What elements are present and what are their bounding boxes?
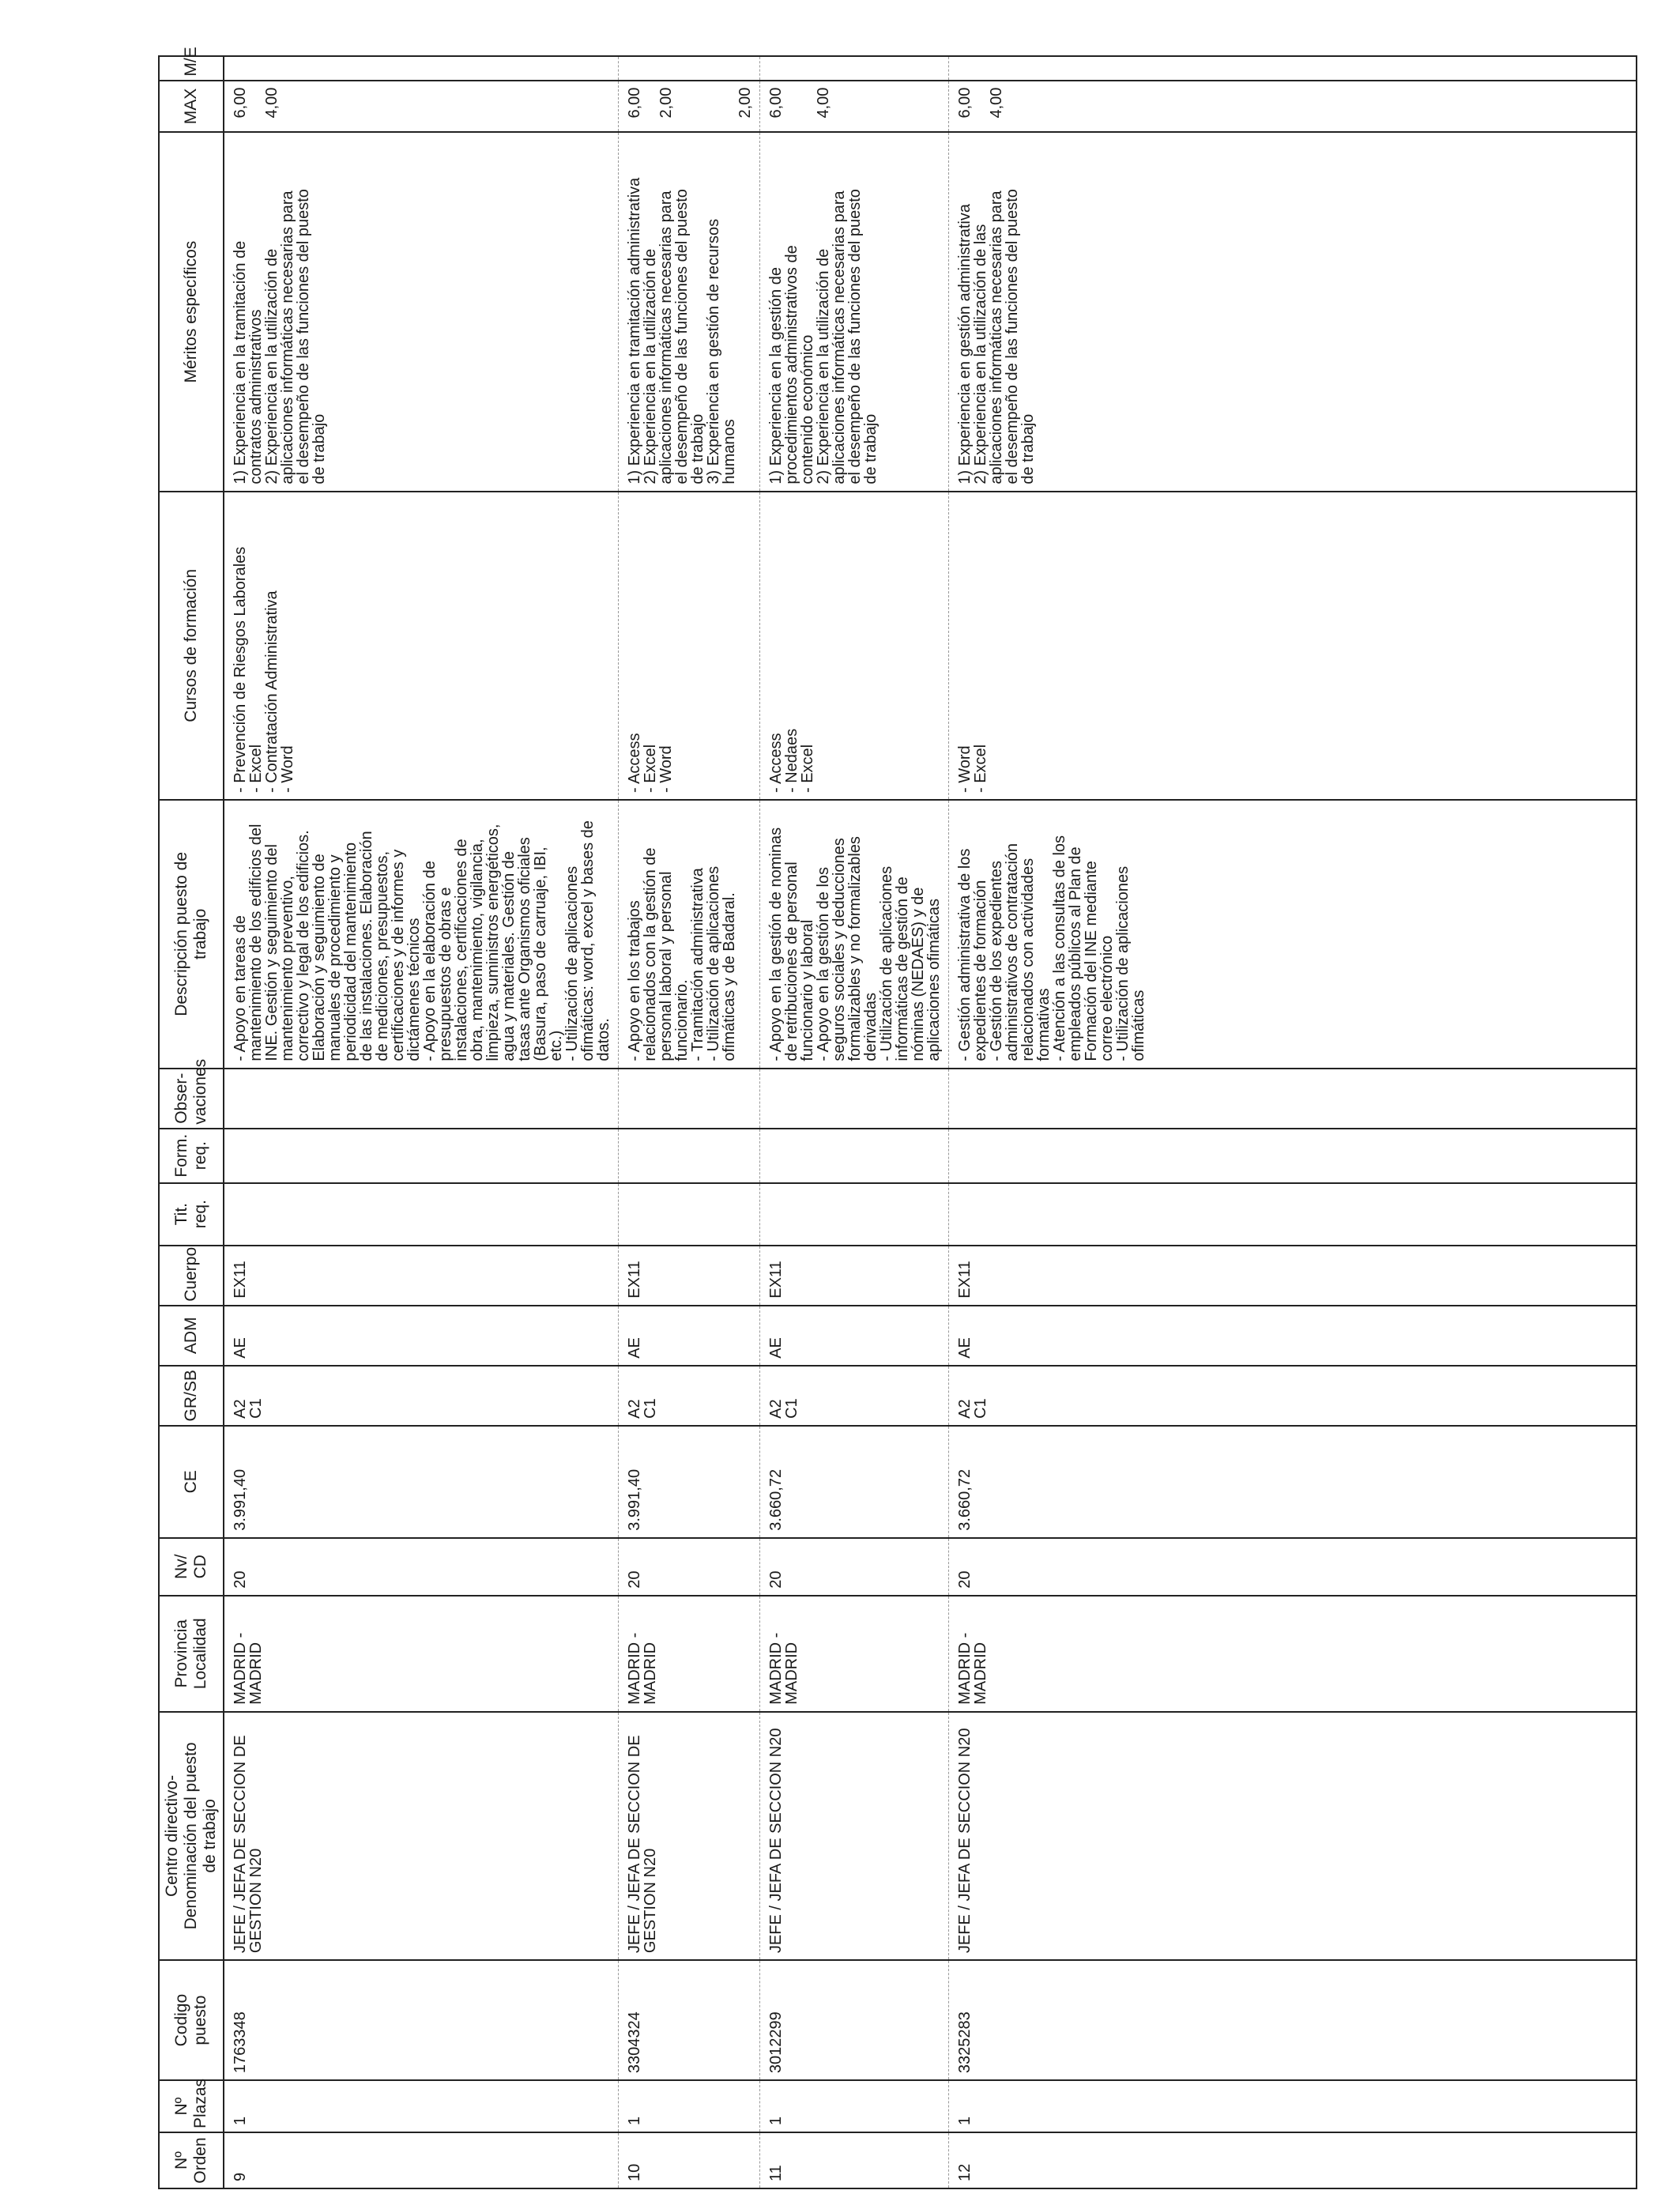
cell-max: 6,00 4,00 bbox=[949, 81, 1637, 133]
table-row bbox=[619, 56, 760, 2188]
cell-adm: AE bbox=[760, 1306, 949, 1366]
cell-cuerpo: EX11 bbox=[224, 1246, 619, 1306]
cell-codigo: 1763348 bbox=[224, 1960, 619, 2080]
cell-grupo: A2 C1 bbox=[760, 1366, 949, 1426]
cell-max: 6,00 2,00 2,00 bbox=[619, 81, 760, 133]
cell-provincia: MADRID - MADRID bbox=[949, 1596, 1637, 1712]
cell-centro: JEFE / JEFA DE SECCION DE GESTION N20 bbox=[619, 1712, 760, 1960]
cell-provincia: MADRID - MADRID bbox=[760, 1596, 949, 1712]
cell-grupo: A2 C1 bbox=[224, 1366, 619, 1426]
header-adm: ADM bbox=[159, 1306, 224, 1366]
header-cuerpo: Cuerpo bbox=[159, 1246, 224, 1306]
cell-max: 6,00 4,00 bbox=[760, 81, 949, 133]
cell-observaciones bbox=[949, 1069, 1637, 1129]
cell-observaciones bbox=[619, 1069, 760, 1129]
cell-codigo: 3325283 bbox=[949, 1960, 1637, 2080]
cell-formacion bbox=[224, 1129, 619, 1183]
header-orden: Nº Orden bbox=[159, 2132, 224, 2188]
header-centro: Centro directivo- Denominación del puesto de trabajo bbox=[159, 1712, 224, 1960]
cell-provincia: MADRID - MADRID bbox=[619, 1596, 760, 1712]
cell-meritos: 1) Experiencia en la gestión de procedimientos administrativos de contenido económico 2) Experiencia en la utilización de aplicaciones informáticas necesarias para el desempeño de las funciones del puesto de trabajo bbox=[760, 132, 949, 491]
cell-plazas: 1 bbox=[949, 2080, 1637, 2132]
cell-orden: 12 bbox=[949, 2132, 1637, 2188]
cell-cuerpo: EX11 bbox=[949, 1246, 1637, 1306]
cell-adm: AE bbox=[224, 1306, 619, 1366]
cell-titulacion bbox=[224, 1183, 619, 1246]
cell-cursos: - Access - Excel - Word bbox=[619, 492, 760, 800]
cell-nivel: 20 bbox=[760, 1538, 949, 1596]
header-ce: CE bbox=[159, 1426, 224, 1538]
cell-cuerpo: EX11 bbox=[760, 1246, 949, 1306]
cell-titulacion bbox=[949, 1183, 1637, 1246]
cell-observaciones bbox=[760, 1069, 949, 1129]
cell-orden: 11 bbox=[760, 2132, 949, 2188]
cell-adm: AE bbox=[619, 1306, 760, 1366]
cell-nivel: 20 bbox=[619, 1538, 760, 1596]
header-me: M/E bbox=[159, 56, 224, 81]
header-provincia: Provincia Localidad bbox=[159, 1596, 224, 1712]
table-row bbox=[224, 56, 619, 2188]
header-max: MAX bbox=[159, 81, 224, 133]
header-plazas: Nº Plazas bbox=[159, 2080, 224, 2132]
header-descripcion: Descripción puesto de trabajo bbox=[159, 800, 224, 1069]
header-nivel: Nv/ CD bbox=[159, 1538, 224, 1596]
cell-formacion bbox=[760, 1129, 949, 1183]
cell-orden: 10 bbox=[619, 2132, 760, 2188]
cell-me bbox=[949, 56, 1637, 81]
cell-me bbox=[224, 56, 619, 81]
cell-ce: 3.660,72 bbox=[760, 1426, 949, 1538]
cell-adm: AE bbox=[949, 1306, 1637, 1366]
cell-ce: 3.991,40 bbox=[224, 1426, 619, 1538]
header-row bbox=[159, 56, 224, 2188]
cell-plazas: 1 bbox=[224, 2080, 619, 2132]
job-positions-table bbox=[158, 47, 1637, 2189]
cell-cursos: - Access - Nedaes - Excel bbox=[760, 492, 949, 800]
cell-cursos: - Prevención de Riesgos Laborales - Excel - Contratación Administrativa - Word bbox=[224, 492, 619, 800]
cell-nivel: 20 bbox=[949, 1538, 1637, 1596]
cell-descripcion: - Gestión administrativa de los expedientes de formación - Gestión de los expedientes administrativos de contratación relacionados con actividades formativas - Atención a las consultas de los empleados públicos al Plan de Formación del INE mediante correo electrónico - Utilización de aplicaciones ofimáticas bbox=[949, 800, 1637, 1069]
cell-descripcion: - Apoyo en tareas de mantenimiento de los edificios del INE. Gestión y seguimiento del mantenimiento preventivo, correctivo y legal de los edificios. Elaboración y seguimiento de manuales de procedimiento y periodicidad del mantenimiento de las instalaciones. Elaboración de mediciones, presupuestos, certificaciones y de informes y dictámenes técnicos - Apoyo en la elaboración de presupuestos de obras e instalaciones, certificaciones de obra, mantenimiento, vigilancia, limpieza, suministros energéticos, agua y materiales. Gestión de tasas ante Organismos oficiales (Basura, paso de carruaje, IBI, etc.) - Utilización de aplicaciones ofimáticas: word, excel y bases de datos. bbox=[224, 800, 619, 1069]
header-titulacion: Tit. req. bbox=[159, 1183, 224, 1246]
cell-cuerpo: EX11 bbox=[619, 1246, 760, 1306]
table-row bbox=[949, 56, 1637, 2188]
cell-plazas: 1 bbox=[760, 2080, 949, 2132]
cell-codigo: 3012299 bbox=[760, 1960, 949, 2080]
header-codigo: Codigo puesto bbox=[159, 1960, 224, 2080]
cell-ce: 3.991,40 bbox=[619, 1426, 760, 1538]
cell-orden: 9 bbox=[224, 2132, 619, 2188]
header-meritos: Méritos específicos bbox=[159, 132, 224, 491]
cell-grupo: A2 C1 bbox=[619, 1366, 760, 1426]
header-formacion: Form. req. bbox=[159, 1129, 224, 1183]
cell-provincia: MADRID - MADRID bbox=[224, 1596, 619, 1712]
cell-me bbox=[760, 56, 949, 81]
cell-meritos: 1) Experiencia en tramitación administrativa 2) Experiencia en la utilización de aplicaciones informáticas necesarias para el desempeño de las funciones del puesto de trabajo 3) Experiencia en gestión de recursos humanos bbox=[619, 132, 760, 491]
cell-max: 6,00 4,00 bbox=[224, 81, 619, 133]
cell-meritos: 1) Experiencia en la tramitación de contratos administrativos 2) Experiencia en la utilización de aplicaciones informáticas necesarias para el desempeño de las funciones del puesto de trabajo bbox=[224, 132, 619, 491]
cell-meritos: 1) Experiencia en gestión administrativa 2) Experiencia en la utilización de las aplicaciones informáticas necesarias para el desempeño de las funciones del puesto de trabajo bbox=[949, 132, 1637, 491]
cell-formacion bbox=[949, 1129, 1637, 1183]
cell-nivel: 20 bbox=[224, 1538, 619, 1596]
cell-titulacion bbox=[760, 1183, 949, 1246]
cell-codigo: 3304324 bbox=[619, 1960, 760, 2080]
cell-descripcion: - Apoyo en los trabajos relacionados con la gestión de personal laboral y personal funcionario. - Tramitación administrativa - Utilización de aplicaciones ofimáticas y de Badaral. bbox=[619, 800, 760, 1069]
cell-formacion bbox=[619, 1129, 760, 1183]
table-row bbox=[760, 56, 949, 2188]
header-grupo: GR/SB bbox=[159, 1366, 224, 1426]
cell-centro: JEFE / JEFA DE SECCION N20 bbox=[760, 1712, 949, 1960]
header-observaciones: Obser- vaciones bbox=[159, 1069, 224, 1129]
cell-centro: JEFE / JEFA DE SECCION DE GESTION N20 bbox=[224, 1712, 619, 1960]
cell-cursos: - Word - Excel bbox=[949, 492, 1637, 800]
cell-centro: JEFE / JEFA DE SECCION N20 bbox=[949, 1712, 1637, 1960]
cell-descripcion: - Apoyo en la gestión de nominas de retribuciones de personal funcionario y laboral - Apoyo en la gestión de los seguros sociales y deducciones formalizables y no formalizables derivadas - Utilización de aplicaciones informáticas de gestión de nóminas (NEDAES) y de aplicaciones ofimáticas bbox=[760, 800, 949, 1069]
cell-me bbox=[619, 56, 760, 81]
cell-titulacion bbox=[619, 1183, 760, 1246]
cell-ce: 3.660,72 bbox=[949, 1426, 1637, 1538]
document-page bbox=[158, 47, 1588, 2189]
cell-plazas: 1 bbox=[619, 2080, 760, 2132]
header-cursos: Cursos de formación bbox=[159, 492, 224, 800]
cell-observaciones bbox=[224, 1069, 619, 1129]
cell-grupo: A2 C1 bbox=[949, 1366, 1637, 1426]
